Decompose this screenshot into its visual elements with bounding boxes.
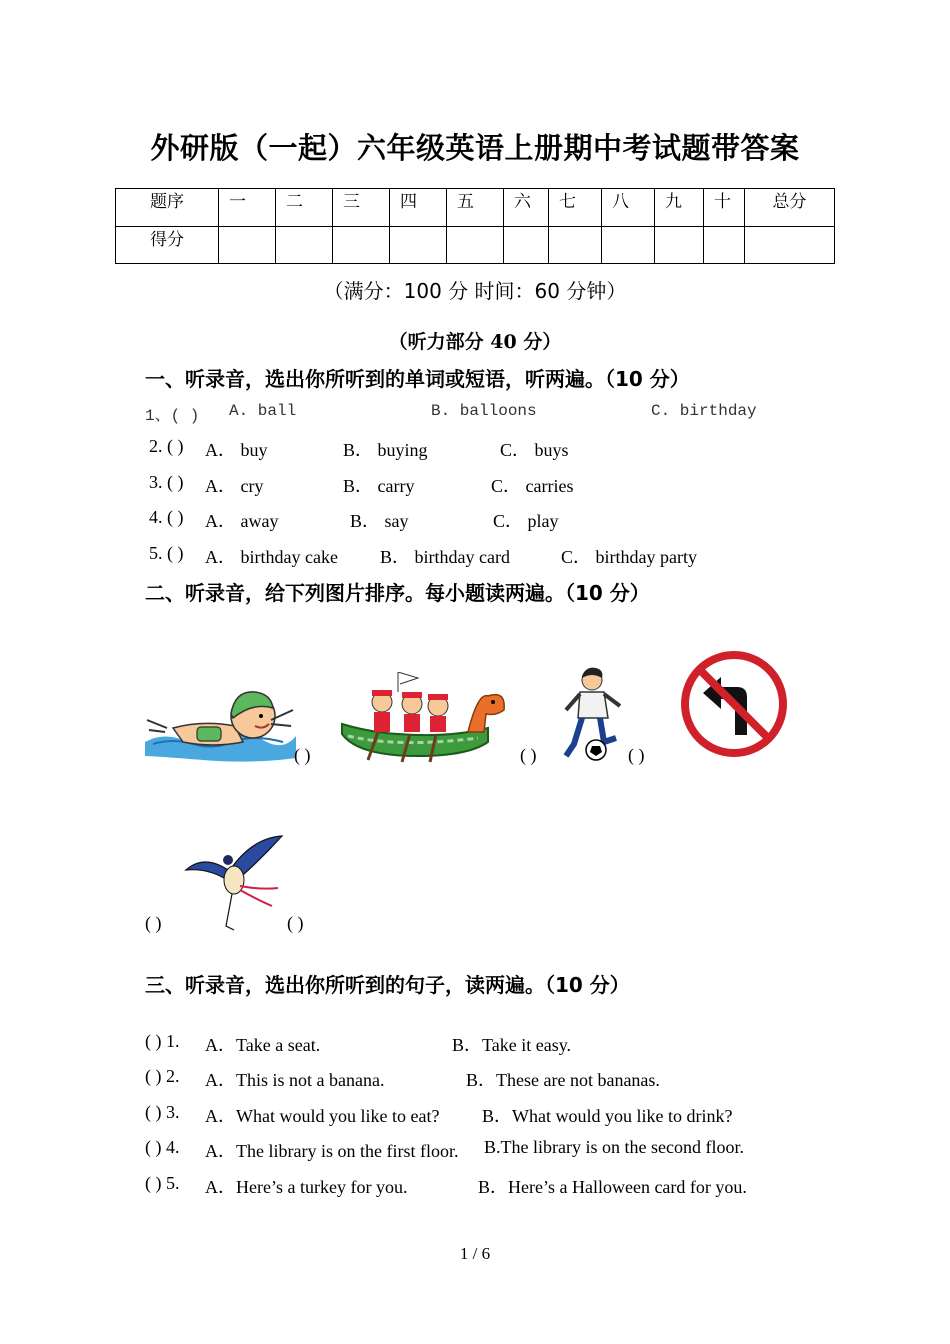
s1-q4-option-a[interactable]: A． away (205, 511, 279, 531)
s1-q2-option-b[interactable]: B． buying (343, 440, 428, 460)
s1-q1-option-a[interactable]: A. ball (229, 402, 297, 420)
score-cell[interactable] (504, 226, 549, 264)
s3-q1-option-b[interactable]: B．Take it easy. (452, 1035, 572, 1055)
s3-q3-option-a[interactable]: A．What would you like to eat? (205, 1106, 440, 1126)
score-cell[interactable] (745, 226, 835, 264)
score-header-cell: 一 (219, 189, 276, 227)
s1-q4-option-b[interactable]: B． say (350, 511, 409, 531)
s3-q5-number: ( ) 5. (145, 1173, 180, 1193)
s1-q4-number: 4. ( ) (149, 507, 184, 527)
score-header-cell: 二 (276, 189, 333, 227)
s1-q5-number: 5. ( ) (149, 543, 184, 563)
s2-blank-5[interactable]: ( ) (287, 913, 304, 933)
section1-heading: 一、听录音，选出你所听到的单词或短语，听两遍。（10 分） (145, 367, 690, 391)
s1-q5-option-a[interactable]: A． birthday cake (205, 547, 338, 567)
football-player-image (560, 666, 630, 764)
s3-q3-option-b[interactable]: B．What would you like to drink? (482, 1106, 733, 1126)
score-cell[interactable] (602, 226, 655, 264)
s3-q4-option-b[interactable]: B.The library is on the second floor. (484, 1137, 744, 1157)
score-table-score-row (116, 226, 835, 264)
score-cell[interactable] (219, 226, 276, 264)
s3-q2-option-a[interactable]: A．This is not a banana. (205, 1070, 385, 1090)
s3-q5-option-b[interactable]: B．Here’s a Halloween card for you. (478, 1177, 747, 1197)
page-title: 外研版（一起）六年级英语上册期中考试题带答案 (150, 131, 800, 165)
score-header-cell: 八 (602, 189, 655, 227)
s1-q1-option-b[interactable]: B. balloons (431, 402, 537, 420)
s3-q2-number: ( ) 2. (145, 1066, 180, 1086)
score-table (115, 188, 835, 264)
s1-q5-option-b[interactable]: B． birthday card (380, 547, 510, 567)
s1-q4-option-c[interactable]: C． play (493, 511, 559, 531)
s3-q3-number: ( ) 3. (145, 1102, 180, 1122)
listening-header: （听力部分 40 分） (388, 331, 562, 353)
s3-q4-number: ( ) 4. (145, 1137, 180, 1157)
swallow-kite-image (182, 830, 286, 932)
score-header-cell: 三 (333, 189, 390, 227)
swimmer-image (143, 680, 298, 765)
s3-q1-option-a[interactable]: A．Take a seat. (205, 1035, 321, 1055)
s1-q3-option-b[interactable]: B． carry (343, 476, 415, 496)
s1-q3-number: 3. ( ) (149, 472, 184, 492)
s2-blank-3[interactable]: ( ) (628, 745, 645, 765)
score-header-cell: 九 (655, 189, 704, 227)
exam-info: （满分：100 分 时间：60 分钟） (323, 279, 627, 303)
s2-blank-1[interactable]: ( ) (294, 745, 311, 765)
score-header-cell: 七 (549, 189, 602, 227)
dragon-boat-image (338, 672, 510, 764)
s2-blank-2[interactable]: ( ) (520, 745, 537, 765)
s1-q1-number: 1、( ) (145, 407, 200, 425)
s1-q3-option-c[interactable]: C． carries (491, 476, 574, 496)
s1-q2-option-c[interactable]: C． buys (500, 440, 569, 460)
s1-q5-option-c[interactable]: C． birthday party (561, 547, 697, 567)
s3-q4-option-a[interactable]: A．The library is on the first floor. (205, 1141, 459, 1161)
s2-blank-4[interactable]: ( ) (145, 913, 162, 933)
score-cell[interactable] (704, 226, 745, 264)
score-header-cell: 四 (390, 189, 447, 227)
score-table-header-row (116, 189, 835, 227)
score-header-cell: 总分 (745, 189, 835, 227)
s3-q5-option-a[interactable]: A．Here’s a turkey for you. (205, 1177, 408, 1197)
s1-q2-option-a[interactable]: A． buy (205, 440, 268, 460)
s3-q1-number: ( ) 1. (145, 1031, 180, 1051)
s3-q2-option-b[interactable]: B．These are not bananas. (466, 1070, 660, 1090)
s1-q1-option-c[interactable]: C. birthday (651, 402, 757, 420)
section3-heading: 三、听录音，选出你所听到的句子，读两遍。（10 分） (145, 973, 630, 997)
score-cell[interactable] (549, 226, 602, 264)
score-cell[interactable] (333, 226, 390, 264)
score-header-cell: 题序 (116, 189, 219, 227)
score-cell[interactable] (276, 226, 333, 264)
no-left-turn-sign-image (681, 651, 787, 757)
score-cell[interactable] (390, 226, 447, 264)
score-cell[interactable] (655, 226, 704, 264)
score-header-cell: 六 (504, 189, 549, 227)
score-header-cell: 五 (447, 189, 504, 227)
score-header-cell: 十 (704, 189, 745, 227)
score-cell[interactable] (447, 226, 504, 264)
s1-q2-number: 2. ( ) (149, 436, 184, 456)
score-row-label: 得分 (116, 226, 219, 264)
section2-heading: 二、听录音，给下列图片排序。每小题读两遍。（10 分） (145, 581, 650, 605)
s1-q3-option-a[interactable]: A． cry (205, 476, 264, 496)
page-number: 1 / 6 (459, 1244, 491, 1263)
